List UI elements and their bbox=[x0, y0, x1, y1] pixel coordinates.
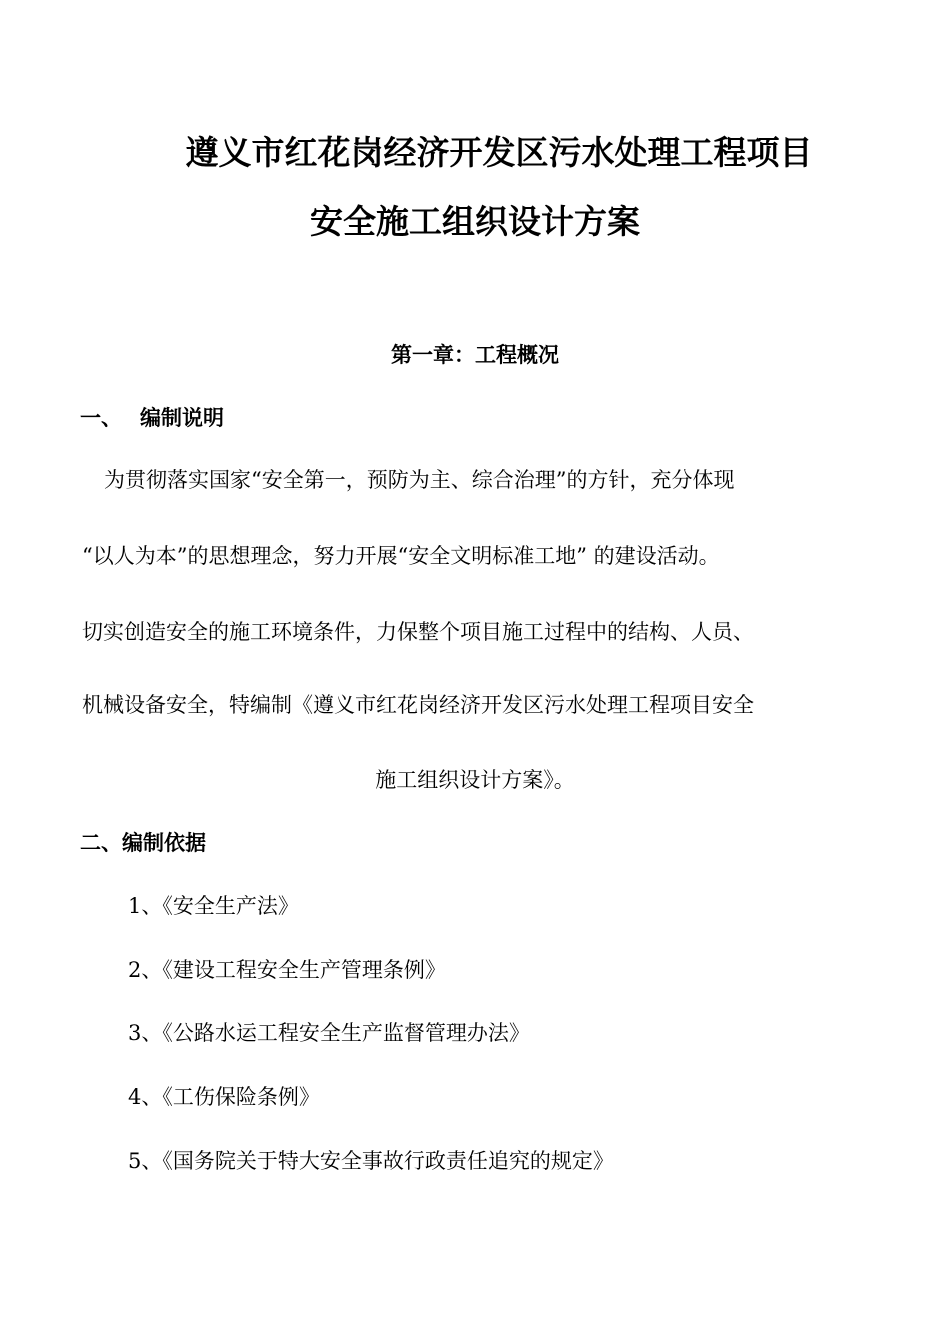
chapter-heading: 第一章：工程概况 bbox=[391, 343, 559, 367]
paragraph-line: 施工组织设计方案》。 bbox=[375, 768, 575, 792]
section-heading-compilation-notes bbox=[80, 403, 224, 433]
paragraph-line: 为贯彻落实国家“安全第一，预防为主、综合治理”的方针，充分体现 bbox=[104, 468, 735, 492]
section-number: 一、 bbox=[80, 406, 122, 430]
document-title-line-2: 安全施工组织设计方案 bbox=[310, 202, 640, 241]
section-heading-compilation-basis bbox=[80, 828, 206, 858]
section-title: 编制依据 bbox=[122, 831, 206, 855]
paragraph-line: 切实创造安全的施工环境条件，力保整个项目施工过程中的结构、人员、 bbox=[82, 620, 754, 644]
list-item: 3、《公路水运工程安全生产监督管理办法》 bbox=[128, 1021, 530, 1045]
section-title: 编制说明 bbox=[140, 406, 224, 430]
paragraph-line: “以人为本”的思想理念，努力开展“安全文明标准工地” 的建设活动。 bbox=[82, 544, 720, 568]
list-item: 1、《安全生产法》 bbox=[128, 894, 299, 918]
list-item: 4、《工伤保险条例》 bbox=[128, 1085, 320, 1109]
paragraph-line: 机械设备安全，特编制《遵义市红花岗经济开发区污水处理工程项目安全 bbox=[82, 693, 754, 717]
list-item: 2、《建设工程安全生产管理条例》 bbox=[128, 958, 446, 982]
section-number: 二、 bbox=[80, 831, 122, 855]
document-title-line-1: 遵义市红花岗经济开发区污水处理工程项目 bbox=[185, 133, 813, 172]
list-item: 5、《国务院关于特大安全事故行政责任追究的规定》 bbox=[128, 1149, 614, 1173]
